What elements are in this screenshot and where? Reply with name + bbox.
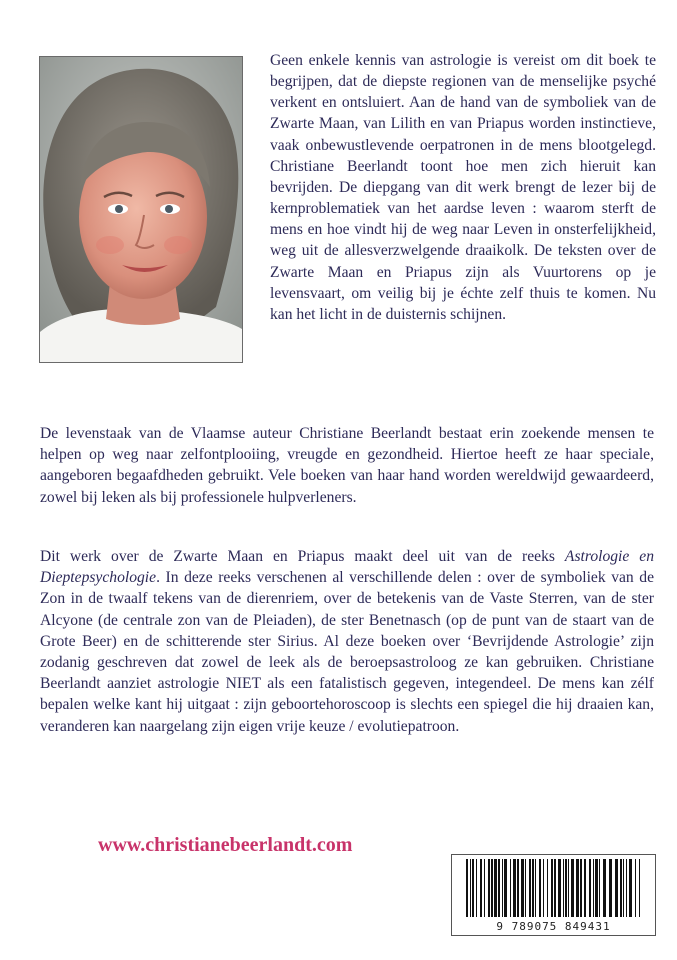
isbn-barcode [451, 854, 656, 936]
intro-paragraph: Geen enkele kennis van astrologie is vereist om dit boek te begrijpen, dat de diepste regionen van de menselijke psyché verkent en ontsluiert. Aan de hand van de symboliek van de Zwarte Maan, van Lilith en van Priapus worden instinctieve, vaak onbewustlevende oerpatronen in de mens blootgelegd. Christiane Beerlandt toont hoe men zich hieruit kan bevrijden. De diepgang van dit werk brengt de lezer bij de kernproblematiek van het aardse leven : waarom sterft de mens en hoe vindt hij de weg naar Leven in onsterfelijkheid, weg uit de allesverzwelgende draaikolk. De teksten over de Zwarte Maan en Priapus zijn als Vuurtorens op je levensvaart, om veilig bij je échte zelf thuis te komen. Nu kan het licht in de duisternis schijnen. [270, 52, 656, 323]
series-title: Astrologie en Dieptepsychologie [40, 548, 655, 587]
series-paragraph [40, 546, 654, 737]
isbn-number: 9 789075 849431 [496, 920, 611, 933]
series-text-after: . In deze reeks verschenen al verschillende delen : over de symboliek van de Zon in de twaalf tekens van de dierenriem, over de betekenis van de Vaste Sterren, van de ster Alcyone (de centrale zon van de Pleiaden), de ster Benetnasch (op de punt van de staart van de Grote Beer) en de schitterende ster Sirius. Al deze boeken over ‘Bevrijdende Astrologie’ zijn zodanig geschreven dat zowel de leek als de beroepsastroloog ze kan gebruiken. Christiane Beerlandt aanziet astrologie NIET als een fatalistisch gegeven, integendeel. De mens kan zélf bepalen welke kant hij uitgaat : zijn geboortehoroscoop is slechts een spiegel die hij draaien kan, veranderen kan naargelang zijn eigen vrije keuze / evolutiepatroon. [40, 569, 654, 735]
barcode-bars [452, 855, 655, 919]
author-bio-paragraph: De levenstaak van de Vlaamse auteur Christiane Beerlandt bestaat erin zoekende mensen te helpen op weg naar zelfontplooiing, vreugde en gezondheid. Hiertoe heeft ze haar speciale, aangeboren begaafdheden gebruikt. Vele boeken van haar hand worden wereldwijd gewaardeerd, zowel bij leken als bij professionele hulpverleners. [40, 425, 654, 506]
series-text-before: Dit werk over de Zwarte Maan en Priapus maakt deel uit van de reeks [40, 548, 565, 565]
author-photo [39, 56, 243, 363]
website-link[interactable]: www.christianebeerlandt.com [98, 834, 353, 856]
author-portrait-image [40, 57, 242, 362]
